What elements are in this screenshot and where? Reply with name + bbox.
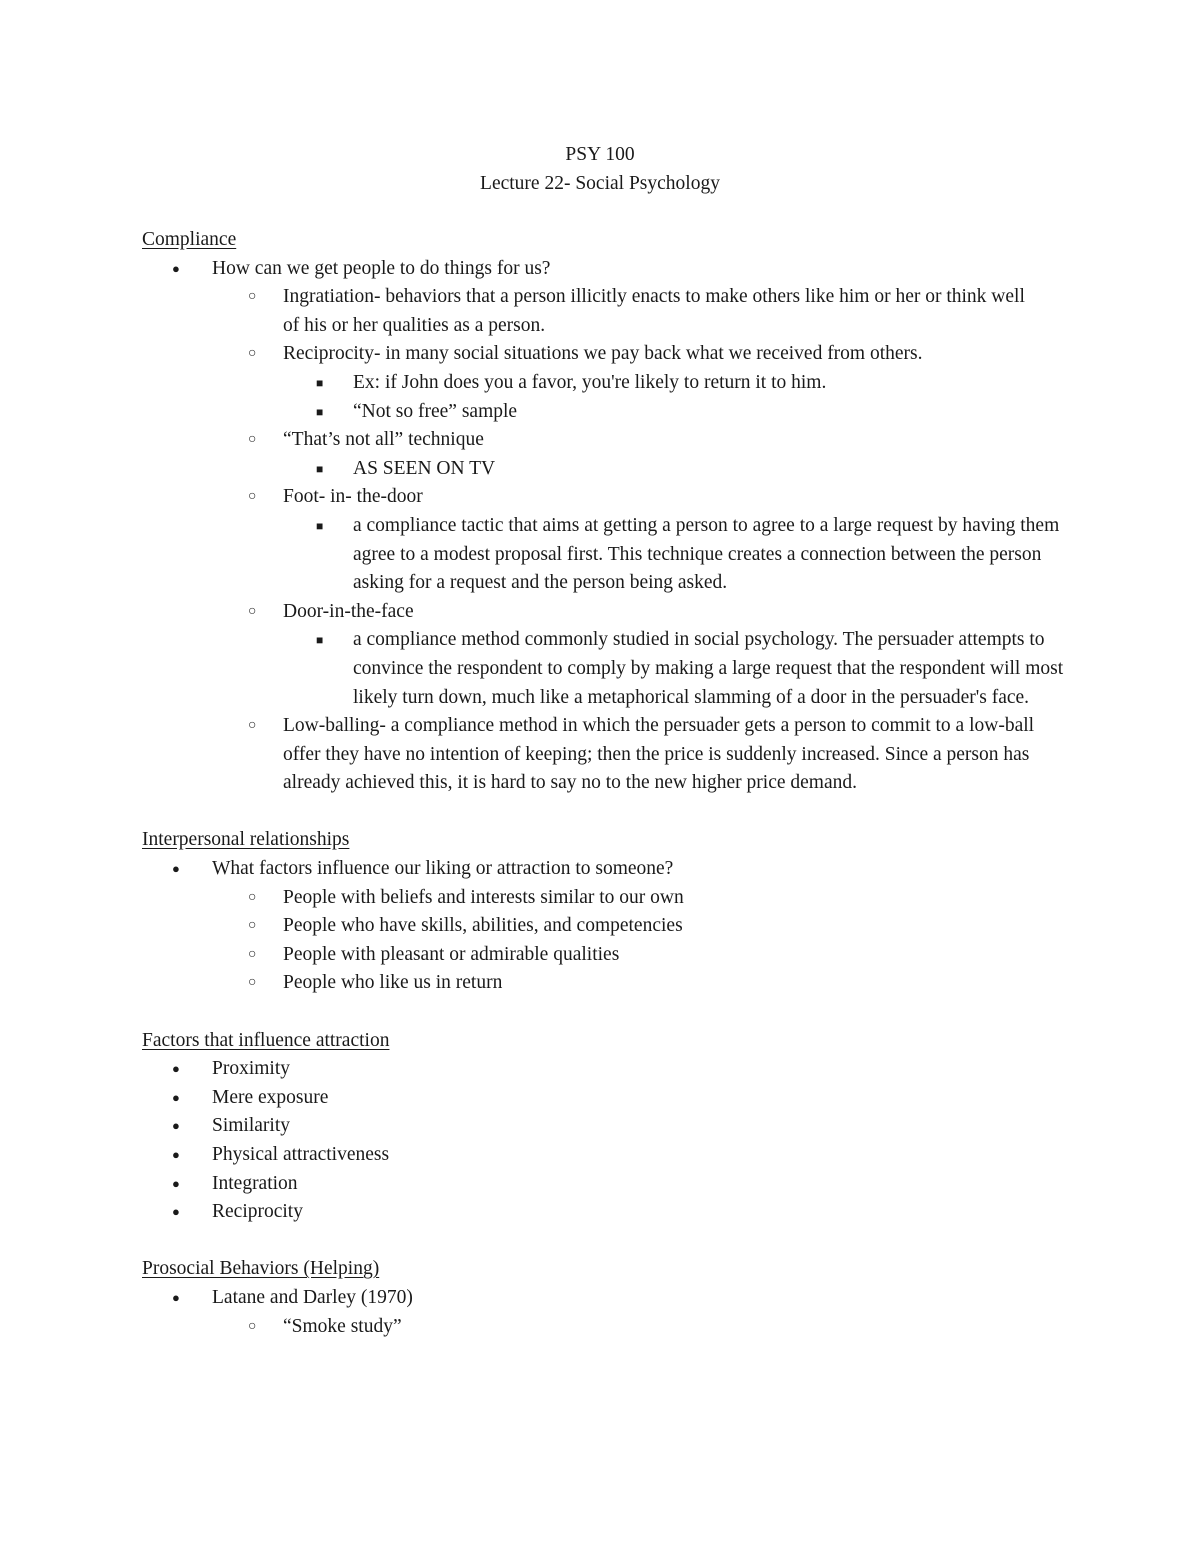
square-bullet-icon: ■ bbox=[316, 375, 324, 390]
list-item bbox=[142, 884, 1102, 913]
circle-bullet-icon: ○ bbox=[248, 889, 257, 905]
list-item-text: Similarity bbox=[212, 1115, 290, 1137]
list-item-text: a compliance method commonly studied in social psychology. The persuader attempts to convince the respondent to comply by making a large request that the respondent will most likely turn down, much like a metaphorical slamming of a door in the persuader's face. bbox=[353, 629, 1064, 708]
bullet-icon: ● bbox=[172, 1175, 180, 1191]
list-item bbox=[142, 255, 1102, 284]
list-item bbox=[142, 912, 1102, 941]
section-heading-attraction: Factors that influence attraction bbox=[142, 1029, 390, 1051]
list-item-text: Latane and Darley (1970) bbox=[212, 1286, 413, 1308]
circle-bullet-icon: ○ bbox=[248, 489, 257, 505]
list-item-text: Ex: if John does you a favor, you're likely to return it to him. bbox=[353, 371, 827, 393]
circle-bullet-icon: ○ bbox=[248, 346, 257, 362]
list-item-text: Ingratiation- behaviors that a person illicitly enacts to make others like him or her or think well of his or her qualities as a person. bbox=[283, 286, 1025, 336]
course-title: PSY 100 bbox=[565, 144, 635, 165]
bullet-icon: ● bbox=[172, 1289, 180, 1305]
list-item-text: How can we get people to do things for us? bbox=[212, 257, 551, 279]
list-item bbox=[142, 855, 1102, 884]
list-item bbox=[142, 1084, 1102, 1113]
bullet-icon: ● bbox=[172, 1204, 180, 1220]
lecture-title: Lecture 22- Social Psychology bbox=[480, 173, 720, 194]
list-item bbox=[142, 340, 1102, 369]
square-bullet-icon: ■ bbox=[316, 518, 324, 533]
square-bullet-icon: ■ bbox=[316, 633, 324, 648]
list-item-text: AS SEEN ON TV bbox=[353, 457, 496, 479]
list-item bbox=[142, 483, 1102, 512]
list-item bbox=[142, 1112, 1102, 1141]
list-item-text: Proximity bbox=[212, 1058, 291, 1080]
section-heading-interpersonal: Interpersonal relationships bbox=[142, 829, 350, 851]
list-item bbox=[142, 941, 1102, 970]
list-item-text: People with pleasant or admirable qualities bbox=[283, 943, 620, 965]
list-item bbox=[142, 1141, 1102, 1170]
square-bullet-icon: ■ bbox=[316, 461, 324, 476]
bullet-icon: ● bbox=[172, 1118, 180, 1134]
list-item bbox=[142, 712, 1053, 798]
circle-bullet-icon: ○ bbox=[248, 603, 257, 619]
list-item-text: People who have skills, abilities, and competencies bbox=[283, 915, 683, 937]
circle-bullet-icon: ○ bbox=[248, 289, 257, 305]
circle-bullet-icon: ○ bbox=[248, 975, 257, 991]
list-item-text: People with beliefs and interests similar to our own bbox=[283, 886, 684, 908]
list-item-text: Door-in-the-face bbox=[283, 600, 414, 622]
list-item-text: “Smoke study” bbox=[283, 1315, 402, 1337]
list-item-text: Low-balling- a compliance method in which the persuader gets a person to commit to a low-ball offer they have no intention of keeping; then the price is suddenly increased. Since a person has already achieved this, it is hard to say no to the new higher price demand. bbox=[283, 715, 1035, 794]
list-item bbox=[142, 1055, 1102, 1084]
bullet-icon: ● bbox=[172, 861, 180, 877]
list-item-text: Integration bbox=[212, 1172, 298, 1194]
list-item-text: “That’s not all” technique bbox=[283, 429, 484, 451]
list-item-text: Physical attractiveness bbox=[212, 1144, 390, 1165]
list-item bbox=[142, 598, 1102, 627]
list-item bbox=[142, 1198, 1102, 1227]
list-item-text: Mere exposure bbox=[212, 1086, 329, 1108]
list-item bbox=[142, 1170, 1102, 1199]
list-item bbox=[142, 626, 1073, 712]
list-item bbox=[142, 1284, 1102, 1313]
list-item bbox=[142, 369, 1102, 398]
list-item bbox=[142, 398, 1102, 427]
section-heading-compliance: Compliance bbox=[142, 229, 237, 250]
bullet-icon: ● bbox=[172, 1147, 180, 1162]
list-item-text: Reciprocity bbox=[212, 1201, 303, 1223]
circle-bullet-icon: ○ bbox=[248, 918, 257, 934]
bullet-icon: ● bbox=[172, 1061, 180, 1077]
bullet-icon: ● bbox=[172, 1089, 180, 1105]
circle-bullet-icon: ○ bbox=[248, 432, 257, 448]
list-item bbox=[142, 283, 1043, 340]
bullet-icon: ● bbox=[172, 260, 180, 276]
list-item bbox=[142, 969, 1102, 998]
list-item-text: Reciprocity- in many social situations we pay back what we received from others. bbox=[283, 343, 923, 365]
list-item-text: What factors influence our liking or attraction to someone? bbox=[212, 858, 674, 880]
square-bullet-icon: ■ bbox=[316, 404, 324, 419]
list-item bbox=[142, 512, 1073, 598]
list-item-text: People who like us in return bbox=[283, 972, 503, 994]
list-item-text: a compliance tactic that aims at getting a person to agree to a large request by having them agree to a modest proposal first. This technique creates a connection between the person asking for a request and the person being asked. bbox=[353, 514, 1060, 594]
list-item bbox=[142, 426, 1102, 455]
list-item-text: Foot- in- the-door bbox=[283, 486, 423, 508]
circle-bullet-icon: ○ bbox=[248, 946, 257, 962]
list-item bbox=[142, 1313, 1102, 1342]
list-item bbox=[142, 455, 1102, 484]
list-item-text: “Not so free” sample bbox=[353, 400, 518, 422]
circle-bullet-icon: ○ bbox=[248, 1318, 257, 1334]
notes-body bbox=[142, 226, 1102, 1341]
circle-bullet-icon: ○ bbox=[248, 718, 257, 734]
section-heading-prosocial: Prosocial Behaviors (Helping) bbox=[142, 1258, 380, 1280]
